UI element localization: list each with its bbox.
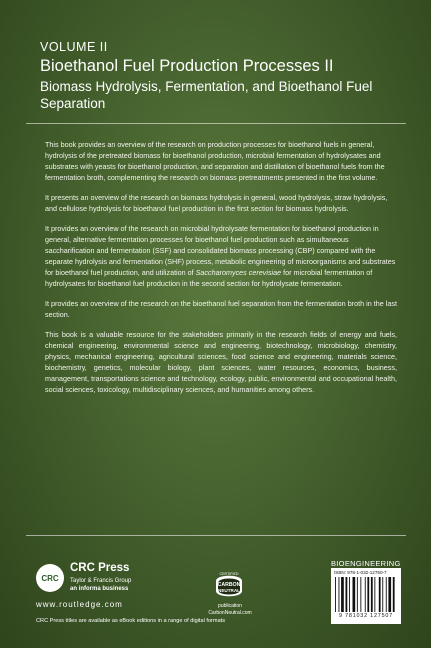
book-subtitle: Biomass Hydrolysis, Fermentation, and Bioethanol Fuel Separation <box>40 79 373 111</box>
description-paragraph-2: It presents an overview of the research on biomass hydrolysis in general, wood hydrolysis, straw hydrolysis, and cellulose hydrolysis for bioethanol fuel production in the first section for biomass hydrolysis. <box>45 193 388 213</box>
publisher-group: Taylor & Francis Group <box>70 578 132 584</box>
carbon-neutral-badge-icon <box>212 571 246 601</box>
volume-label: VOLUME II <box>40 40 108 54</box>
badge-top-text: CERTIFIED <box>219 572 239 576</box>
book-title: Bioethanol Fuel Production Processes II <box>40 57 334 75</box>
bottom-divider <box>26 535 406 536</box>
species-name: Saccharomyces cerevisiae <box>195 268 282 277</box>
book-description <box>45 139 397 395</box>
crc-logo-icon: CRC <box>36 564 64 592</box>
badge-mid-text: CARBON <box>217 582 241 588</box>
ebook-note: CRC Press titles are available as eBook editions in a range of digital formats <box>36 618 226 624</box>
carbon-caption <box>205 603 255 617</box>
publisher-website[interactable]: www.routledge.com <box>36 600 123 609</box>
description-paragraph-3 <box>45 223 397 289</box>
description-paragraph-4: It provides an overview of the research on the bioethanol fuel separation from the fermentation broth in the last section. <box>45 299 397 319</box>
barcode-digits: 9 781032 127507 <box>339 613 393 619</box>
description-paragraph-5: This book is a valuable resource for the stakeholders primarily in the research fields of energy and fuels, chemical engineering, environmental science and engineering, biotechnology, microbiology, chemistry, physics, mechanical engineering, agricultural sciences, food science and engineering, materials science, biochemistry, genetics, molecular biology, plant sciences, water resources, economics, business, management, transportations science and technology, ecology, public, environmental and occupational health, social sciences, toxicology, multidisciplinary sciences, and humanities among others. <box>45 330 397 394</box>
description-paragraph-1: This book provides an overview of the research on production processes for bioethanol fuels in general, hydrolysis of the pretreated biomass for bioethanol production, microbial fermentation of hydrolysates and substrates with yeasts for bioethanol production, and separation and distillation of bioethanol fuels from the fermentation broth, complementing the research on biomass pretreatments presented in the first volume. <box>45 140 385 182</box>
isbn-text: ISBN: 978-1-032-12750-7 <box>334 570 387 575</box>
cover-header <box>40 40 400 112</box>
carbon-caption-1: publication <box>218 603 242 609</box>
barcode-icon <box>335 577 397 612</box>
badge-bottom-text: NEUTRAL <box>218 588 240 593</box>
barcode-panel <box>331 568 401 624</box>
paragraph-3-text-a: It provides an overview of the research on microbial hydrolysate fermentation for bioethanol production in general, alternative fermentation processes for bioethanol fuel production such as simultaneous saccharification and fermentation (SSF) and consolidated biomass processing (CBP) compared with the separate hydrolysis and fermentation (SHF) process, metabolic engineering of microorganisms and substrates for bioethanol fuel production, and utilization of <box>45 224 396 277</box>
publisher-informa: an informa business <box>70 586 129 592</box>
subject-category: BIOENGINEERING <box>331 559 401 568</box>
publisher-name: CRC Press <box>70 562 130 574</box>
paragraph-3-text-b: for microbial fermentation of hydrolysates for bioethanol fuel production in the second section for hydrolysate fermentation. <box>45 268 373 288</box>
carbon-caption-2: CarbonNeutral.com <box>208 610 252 616</box>
top-divider <box>26 123 406 124</box>
